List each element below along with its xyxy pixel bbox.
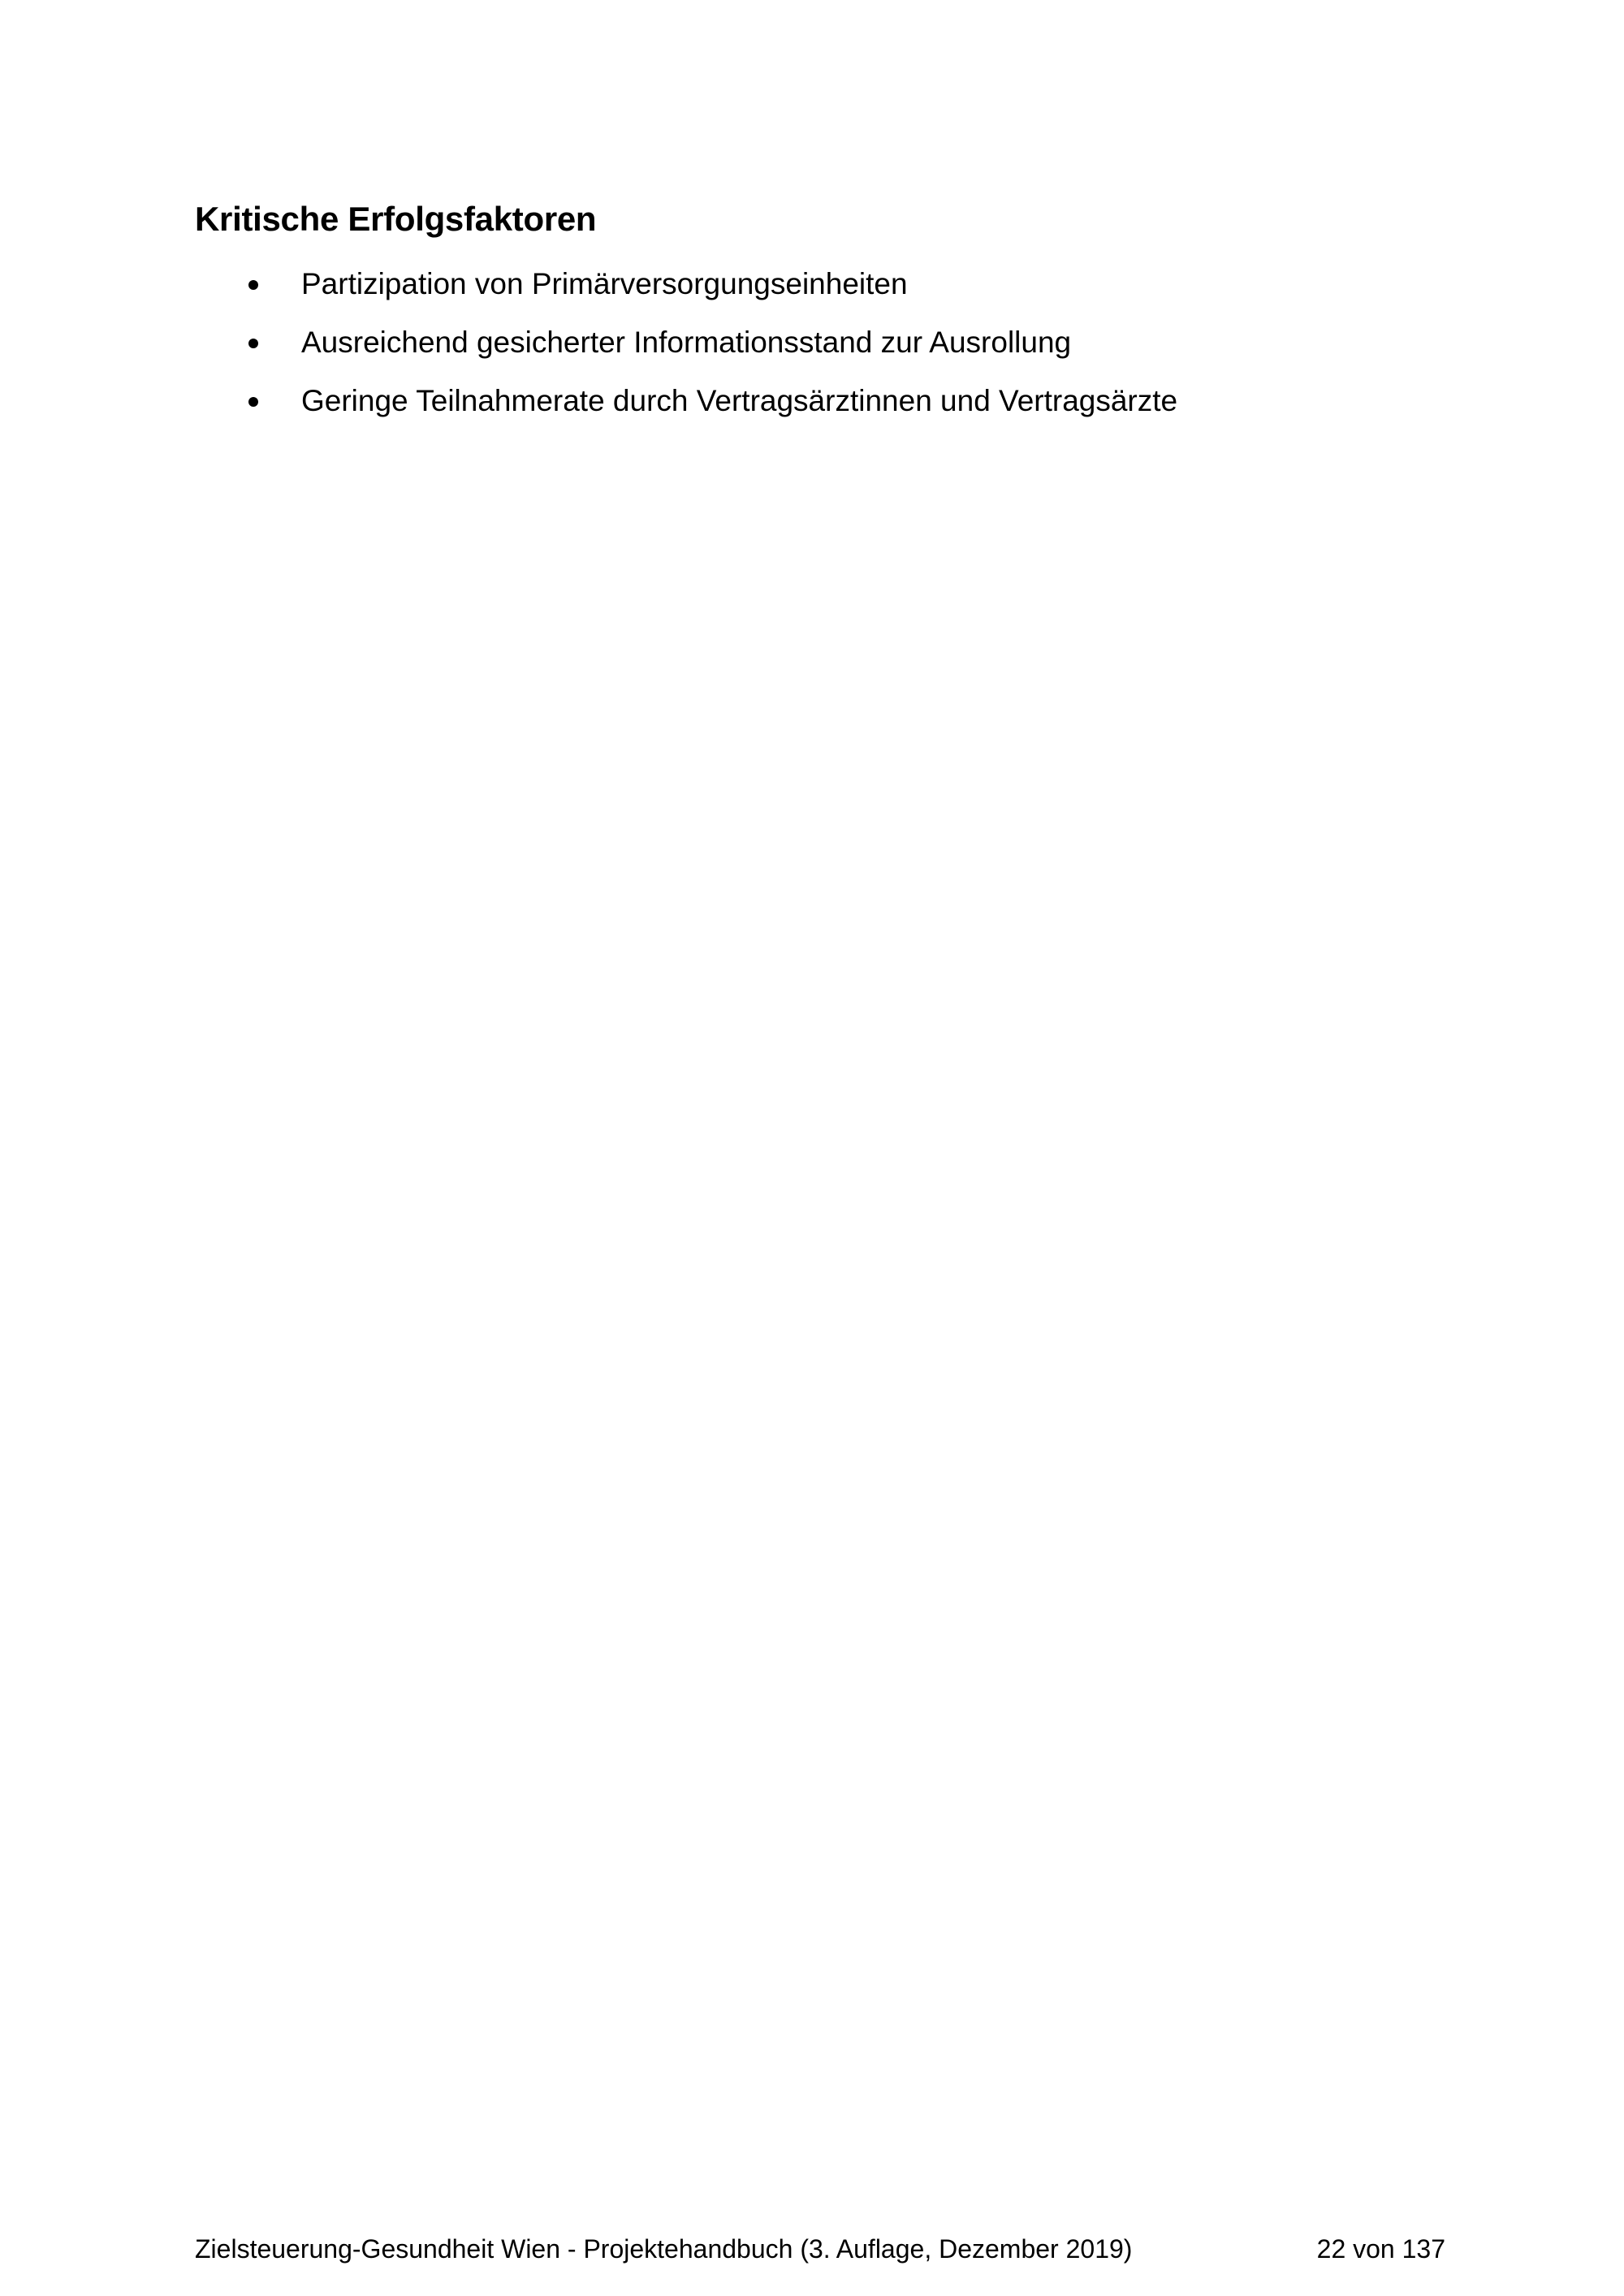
list-item-text: Ausreichend gesicherter Informationsstand zur Ausrollung xyxy=(301,326,1072,359)
bullet-icon xyxy=(248,397,258,407)
page-footer xyxy=(195,2231,1445,2267)
section-heading: Kritische Erfolgsfaktoren xyxy=(195,200,597,238)
list-item-text: Partizipation von Primärversorgungseinheiten xyxy=(301,267,908,300)
list-item-text: Geringe Teilnahmerate durch Vertragsärztinnen und Vertragsärzte xyxy=(301,384,1178,417)
bullet-icon xyxy=(248,280,258,290)
footer-document-title: Zielsteuerung-Gesundheit Wien - Projektehandbuch (3. Auflage, Dezember 2019) xyxy=(195,2234,1133,2264)
bullet-icon xyxy=(248,339,258,348)
footer-page-number: 22 von 137 xyxy=(1316,2234,1445,2264)
